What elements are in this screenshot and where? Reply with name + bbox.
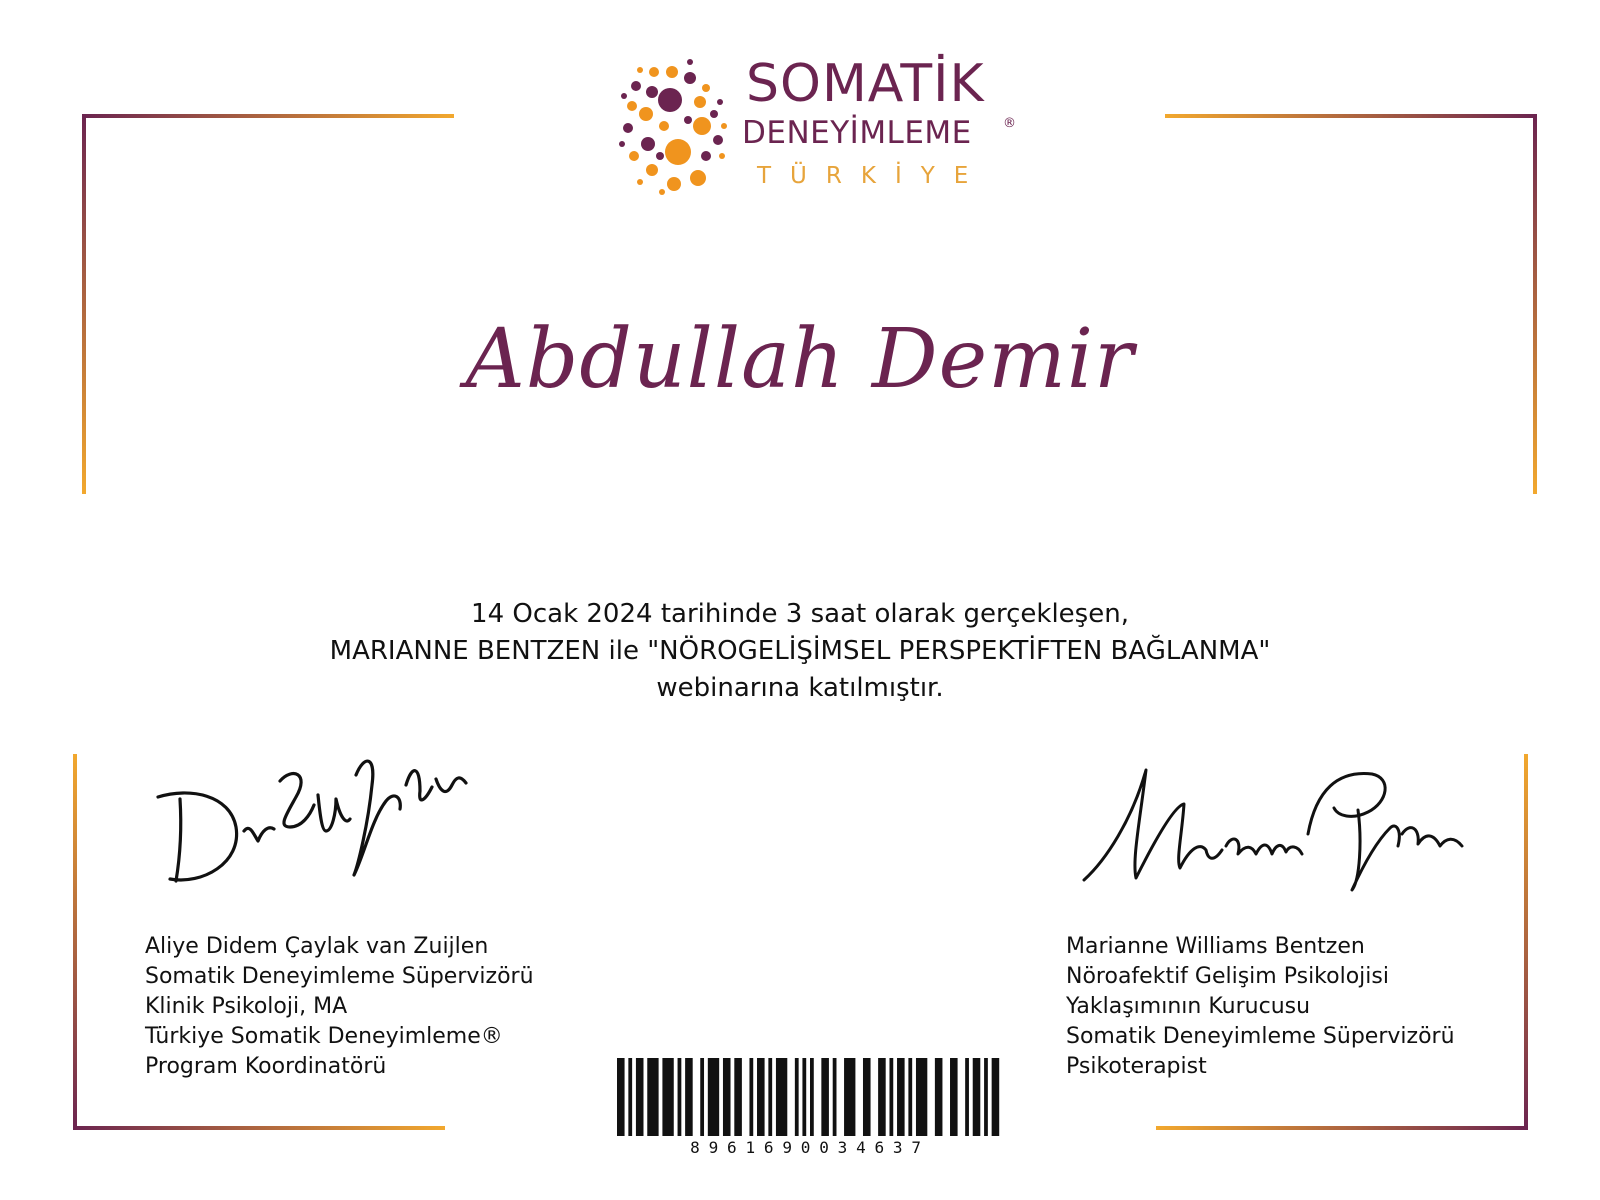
signer-right-role: Psikoterapist: [1066, 1054, 1207, 1079]
frame-corner-top-right: [1165, 114, 1537, 494]
signature-right: [1076, 750, 1466, 915]
signer-left-details: [145, 932, 534, 1082]
barcode-bar: [795, 1058, 799, 1136]
barcode-number: 8961690034637: [690, 1138, 930, 1157]
barcode-bar: [992, 1058, 1000, 1136]
barcode-bar: [647, 1058, 658, 1136]
signer-right-details: [1066, 932, 1455, 1082]
signer-left-title: Somatik Deneyimleme Süpervizörü: [145, 964, 534, 989]
signer-right-founder: Yaklaşımının Kurucusu: [1066, 994, 1311, 1019]
certificate-body: [0, 596, 1600, 707]
barcode-bar: [984, 1058, 988, 1136]
barcode-bar: [810, 1058, 814, 1136]
recipient-name: Abdullah Demir: [465, 312, 1135, 407]
barcode-bar: [878, 1058, 886, 1136]
barcode-bar: [700, 1058, 704, 1136]
signer-right-supervisor: Somatik Deneyimleme Süpervizörü: [1066, 1024, 1455, 1049]
barcode-bar: [723, 1058, 731, 1136]
barcode-bar: [662, 1058, 673, 1136]
signer-left-degree: Klinik Psikoloji, MA: [145, 994, 348, 1019]
barcode: [617, 1058, 1003, 1138]
barcode-bar: [863, 1058, 871, 1136]
barcode-bar: [950, 1058, 958, 1136]
logo-subtitle: DENEYİMLEME: [742, 115, 972, 151]
barcode-bar: [844, 1058, 855, 1136]
barcode-bar: [685, 1058, 693, 1136]
barcode-bar: [768, 1058, 772, 1136]
barcode-bar: [908, 1058, 912, 1136]
registered-mark: ®: [1003, 116, 1016, 131]
signer-right-name: Marianne Williams Bentzen: [1066, 934, 1365, 959]
barcode-bar: [833, 1058, 837, 1136]
barcode-bar: [916, 1058, 927, 1136]
barcode-bar: [734, 1058, 742, 1136]
logo-country: TÜRKİYE: [757, 163, 988, 189]
barcode-bar: [965, 1058, 969, 1136]
barcode-bar: [757, 1058, 765, 1136]
barcode-bar: [802, 1058, 806, 1136]
barcode-bar: [678, 1058, 682, 1136]
logo-dots: [619, 59, 727, 195]
barcode-bar: [617, 1058, 625, 1136]
frame-corner-top-left: [82, 114, 454, 494]
barcode-bar: [973, 1058, 981, 1136]
barcode-bar: [889, 1058, 893, 1136]
barcode-bar: [776, 1058, 787, 1136]
signer-right-title: Nöroafektif Gelişim Psikolojisi: [1066, 964, 1389, 989]
body-line-date: 14 Ocak 2024 tarihinde 3 saat olarak gerçekleşen,: [471, 599, 1129, 629]
body-line-webinar: MARIANNE BENTZEN ile "NÖROGELİŞİMSEL PERSPEKTİFTEN BAĞLANMA": [329, 636, 1271, 666]
signature-left: [150, 735, 470, 910]
barcode-bar: [897, 1058, 905, 1136]
dot-cluster-logo-icon: [618, 56, 730, 198]
signer-left-org: Türkiye Somatik Deneyimleme®: [145, 1024, 503, 1049]
logo-title: SOMATİK: [746, 54, 985, 114]
barcode-bar: [708, 1058, 719, 1136]
body-line-attendance: webinarına katılmıştır.: [656, 673, 944, 703]
barcode-bar: [821, 1058, 829, 1136]
barcode-bar: [636, 1058, 644, 1136]
barcode-bar: [628, 1058, 632, 1136]
barcode-bar: [749, 1058, 753, 1136]
signer-left-role: Program Koordinatörü: [145, 1054, 387, 1079]
signer-left-name: Aliye Didem Çaylak van Zuijlen: [145, 934, 489, 959]
barcode-bar: [935, 1058, 943, 1136]
